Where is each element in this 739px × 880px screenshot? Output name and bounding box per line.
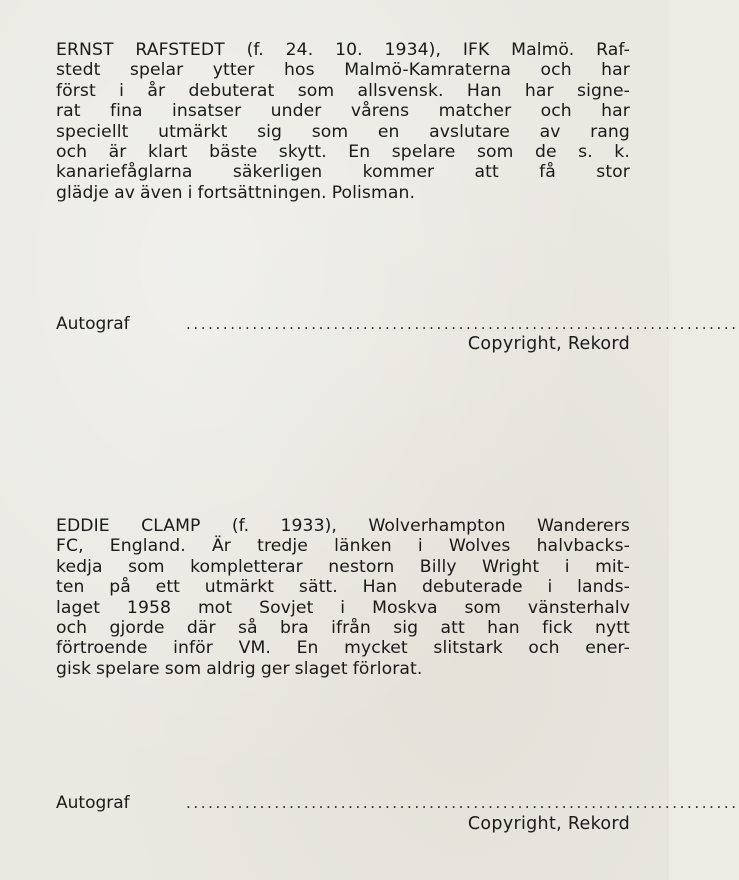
signature-dotted-line: ........................................................................... <box>186 794 739 812</box>
bio-word: EDDIE <box>56 516 110 536</box>
bio-word: tredje <box>257 536 308 557</box>
bio-line <box>56 40 630 60</box>
player-bio-rafstedt <box>56 40 630 203</box>
bio-line <box>56 101 630 121</box>
bio-word: i <box>564 556 570 577</box>
bio-word: att <box>474 162 499 183</box>
bio-word: Är <box>211 536 231 557</box>
bio-word: säkerligen <box>232 162 323 183</box>
bio-word: av <box>539 121 561 142</box>
bio-word: Polisman. <box>331 182 416 203</box>
bio-word: även <box>139 182 183 203</box>
bio-word: som <box>311 121 349 142</box>
bio-word: vänsterhalv <box>527 597 630 618</box>
bio-line <box>56 536 630 556</box>
bio-word: fick <box>542 617 573 638</box>
bio-word: som <box>297 80 335 101</box>
bio-word: stedt <box>56 60 101 81</box>
bio-word: Sovjet <box>259 597 314 618</box>
bio-word: Billy <box>419 556 457 577</box>
bio-word: utmärkt <box>204 577 275 598</box>
autograph-line-clamp <box>56 793 739 813</box>
bio-word: förlorat. <box>352 658 423 679</box>
bio-line <box>56 598 630 618</box>
bio-word: s. <box>578 141 593 162</box>
bio-line <box>56 577 630 597</box>
bio-word: (f. <box>231 516 250 536</box>
bio-word: har <box>601 101 630 122</box>
bio-word: i <box>187 182 193 203</box>
bio-word: allsvensk. <box>357 80 444 101</box>
bio-word: England. <box>109 536 186 557</box>
bio-word: 10. <box>335 40 363 60</box>
bio-word: och <box>528 638 560 659</box>
bio-line <box>56 557 630 577</box>
bio-word: utmärkt <box>158 121 228 142</box>
bio-word: där <box>186 617 216 638</box>
bio-word: Raf- <box>596 40 630 60</box>
bio-word: sig <box>393 617 419 638</box>
bio-word: skytt. <box>278 141 327 162</box>
bio-word: gjorde <box>109 617 165 638</box>
player-bio-clamp <box>56 516 630 679</box>
autograph-label: Autograf <box>56 793 130 813</box>
bio-word: fina <box>109 101 143 122</box>
bio-word: så <box>237 617 258 638</box>
bio-word: Moskva <box>372 597 438 618</box>
bio-word: bra <box>279 617 309 638</box>
bio-word: Malmö. <box>511 40 575 60</box>
bio-word: sätt. <box>298 577 338 598</box>
bio-word: är <box>108 141 127 162</box>
bio-word: lands- <box>577 577 630 598</box>
bio-word: som <box>164 658 202 679</box>
bio-word: få <box>539 162 556 183</box>
bio-word: Wolves <box>448 536 511 557</box>
bio-word: insatser <box>171 101 242 122</box>
bio-word: först <box>56 80 96 101</box>
bio-word: fortsättningen. <box>197 182 327 203</box>
bio-word: avslutare <box>429 121 510 142</box>
bio-word: år <box>147 80 166 101</box>
bio-word: En <box>296 638 319 659</box>
bio-word: CLAMP <box>141 516 201 536</box>
bio-word: och <box>56 617 88 638</box>
bio-word: Han <box>362 577 398 598</box>
bio-word: spelar <box>129 60 184 81</box>
bio-word: hos <box>284 60 315 81</box>
bio-word: på <box>109 577 131 598</box>
bio-word: i <box>340 597 346 618</box>
bio-word: klart <box>147 141 188 162</box>
bio-word: han <box>487 617 520 638</box>
bio-word: Han <box>466 80 502 101</box>
bio-word: under <box>270 101 322 122</box>
bio-word: Wolverhampton <box>368 516 506 536</box>
bio-word: Wanderers <box>536 516 630 536</box>
bio-word: av <box>114 182 135 203</box>
bio-word: ger <box>260 658 290 679</box>
bio-word: slitstark <box>433 638 503 659</box>
bio-word: de <box>534 141 557 162</box>
bio-word: förtroende <box>56 638 148 659</box>
bio-word: mit- <box>595 556 630 577</box>
bio-word: ten <box>56 577 85 598</box>
bio-word: spelare <box>391 141 456 162</box>
bio-word: ener- <box>585 638 630 659</box>
bio-word: kedja <box>56 556 103 577</box>
bio-word: slaget <box>294 658 348 679</box>
bio-word: i <box>119 80 125 101</box>
bio-line <box>56 659 630 679</box>
bio-line <box>56 122 630 142</box>
bio-word: och <box>540 101 572 122</box>
copyright-notice: Copyright, Rekord <box>467 814 630 834</box>
bio-word: mot <box>197 597 233 618</box>
bio-word: speciellt <box>56 121 129 142</box>
bio-word: och <box>56 141 88 162</box>
bio-word: vårens <box>350 101 410 122</box>
bio-word: spelare <box>96 658 160 679</box>
bio-word: sig <box>257 121 283 142</box>
signature-dotted-line: ........................................................................... <box>186 315 739 333</box>
bio-word: rang <box>590 121 630 142</box>
bio-word: aldrig <box>206 658 256 679</box>
bio-word: 1958 <box>126 597 172 618</box>
bio-word: Wright <box>482 556 540 577</box>
bio-line <box>56 618 630 638</box>
bio-word: som <box>128 556 165 577</box>
bio-word: en <box>377 121 400 142</box>
bio-line <box>56 516 630 536</box>
bio-word: k. <box>614 141 630 162</box>
bio-word: IFK <box>462 40 490 60</box>
bio-word: rat <box>56 101 81 122</box>
bio-word: ifrån <box>331 617 371 638</box>
bio-word: att <box>440 617 465 638</box>
bio-word: nestorn <box>328 556 395 577</box>
bio-word: ett <box>155 577 181 598</box>
bio-line <box>56 81 630 101</box>
bio-word: ytter <box>212 60 255 81</box>
bio-word: och <box>540 60 572 81</box>
bio-word: matcher <box>438 101 512 122</box>
copyright-notice: Copyright, Rekord <box>467 334 630 354</box>
bio-word: laget <box>56 597 101 618</box>
bio-word: (f. <box>246 40 264 60</box>
autograph-label: Autograf <box>56 314 130 334</box>
bio-word: har <box>601 60 630 81</box>
bio-line <box>56 638 630 658</box>
bio-word: 24. <box>285 40 314 60</box>
autograph-line-rafstedt <box>56 314 739 334</box>
bio-word: mycket <box>344 638 408 659</box>
bio-line <box>56 183 630 203</box>
bio-word: VM. <box>238 638 271 659</box>
bio-word: som <box>464 597 502 618</box>
bio-word: stor <box>596 162 630 183</box>
bio-word: glädje <box>56 182 110 203</box>
bio-word: i <box>417 536 423 557</box>
bio-word: som <box>476 141 514 162</box>
bio-word: gisk <box>56 658 91 679</box>
bio-word: signe- <box>577 80 630 101</box>
bio-word: Malmö-Kamraterna <box>344 60 512 81</box>
bio-word: RAFSTEDT <box>135 40 225 60</box>
bio-word: halvbacks- <box>536 536 630 557</box>
bio-line <box>56 60 630 80</box>
bio-word: 1934), <box>384 40 442 60</box>
bio-word: kompletterar <box>190 556 303 577</box>
bio-word: En <box>348 141 371 162</box>
bio-word: inför <box>173 638 213 659</box>
bio-word: ERNST <box>56 40 114 60</box>
bio-word: i <box>547 577 553 598</box>
bio-word: har <box>524 80 554 101</box>
bio-word: debuterade <box>422 577 523 598</box>
bio-word: bäste <box>209 141 258 162</box>
bio-word: kommer <box>362 162 435 183</box>
bio-word: 1933), <box>280 516 337 536</box>
bio-word: nytt <box>595 617 630 638</box>
bio-word: debuterat <box>188 80 275 101</box>
bio-line <box>56 162 630 182</box>
bio-word: länken <box>334 536 392 557</box>
bio-line <box>56 142 630 162</box>
bio-word: kanariefåglarna <box>56 162 193 183</box>
bio-word: FC, <box>56 536 84 557</box>
